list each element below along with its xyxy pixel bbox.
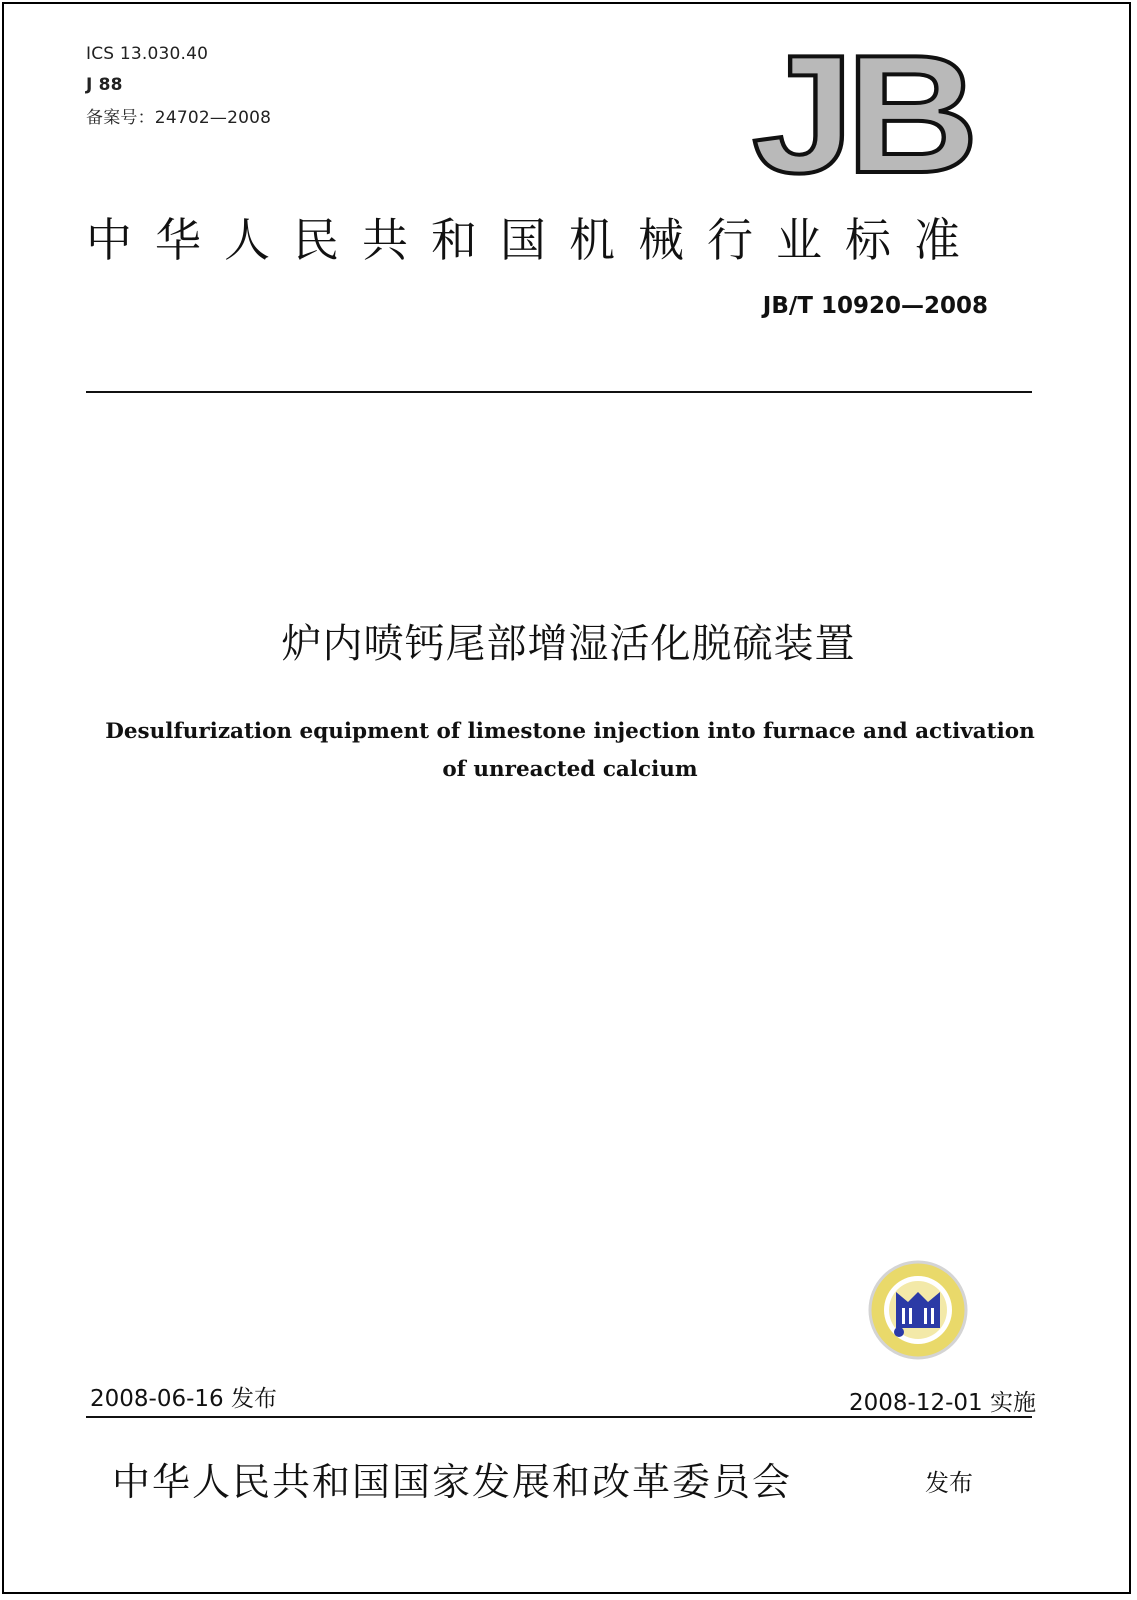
- title-english-line-1: Desulfurization equipment of limestone injection into furnace and activation: [105, 719, 1035, 744]
- implementation-date: 2008-12-01 实施: [849, 1390, 1036, 1416]
- title-english: [70, 713, 1070, 789]
- standard-code: [763, 293, 988, 319]
- title-chinese: 炉内喷钙尾部增湿活化脱硫装置: [281, 621, 856, 667]
- svg-text:JB: JB: [752, 44, 971, 184]
- title-english-line-2: of unreacted calcium: [442, 757, 698, 782]
- classification-code: J 88: [86, 75, 123, 95]
- standard-header: 中华人民共和国机械行业标准: [86, 213, 983, 267]
- publisher-seal-icon: [866, 1258, 970, 1362]
- publisher-suffix: 发布: [925, 1469, 973, 1497]
- publisher-name: 中华人民共和国国家发展和改革委员会: [112, 1460, 793, 1504]
- footer-divider: [86, 1416, 1032, 1418]
- standard-code-text: JB/T 10920—2008: [762, 293, 988, 319]
- issue-date: 2008-06-16 发布: [90, 1386, 277, 1412]
- record-number: 备案号：24702—2008: [86, 108, 272, 128]
- jb-logo: [748, 44, 976, 184]
- header-divider: [86, 391, 1032, 393]
- ics-code: ICS 13.030.40: [86, 44, 209, 64]
